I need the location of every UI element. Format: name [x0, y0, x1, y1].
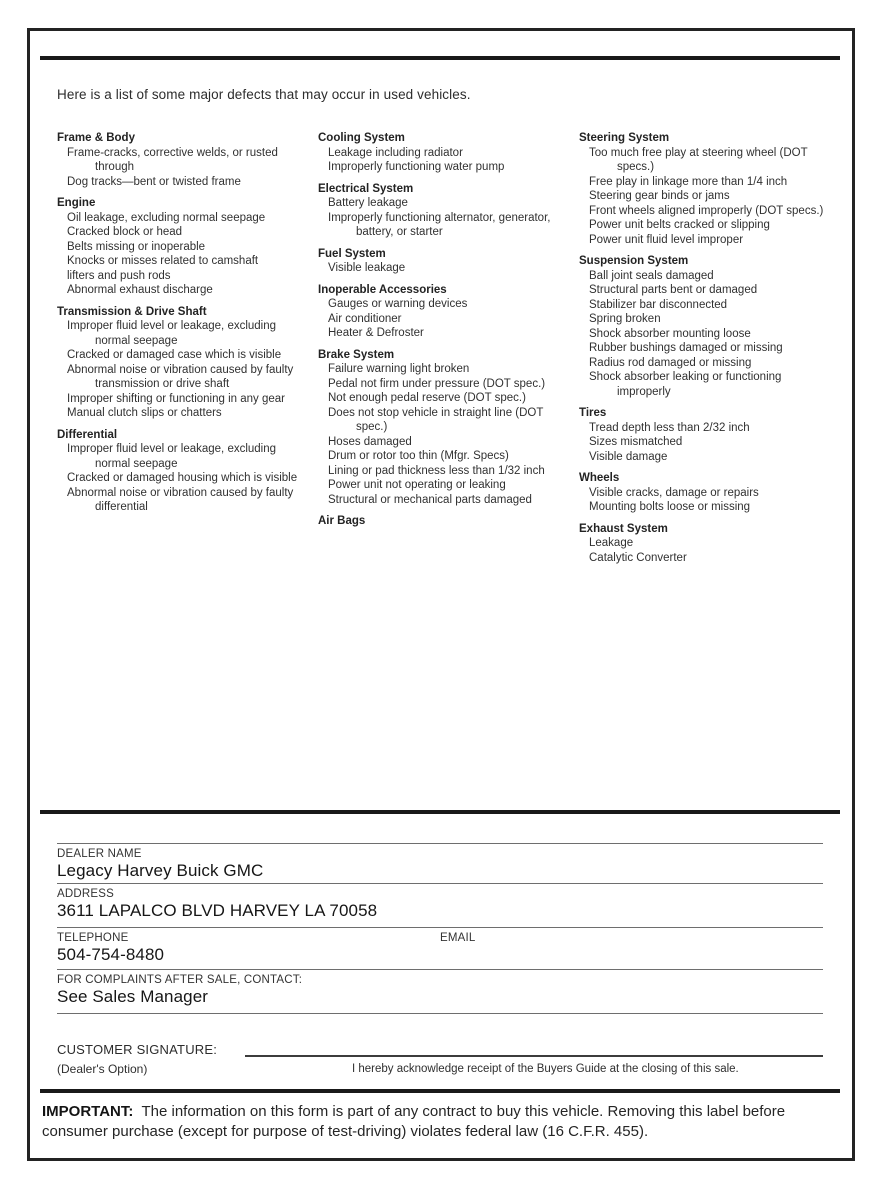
defect-category-heading: Inoperable Accessories	[318, 283, 447, 296]
defect-item: Steering gear binds or jams	[589, 190, 730, 202]
defect-category-heading: Engine	[57, 197, 96, 209]
email-label: EMAIL	[440, 932, 476, 944]
defect-item: Does not stop vehicle in straight line (DOT spec.)	[328, 406, 544, 433]
defect-item: Manual clutch slips or chatters	[67, 407, 222, 419]
top-divider-rule	[40, 56, 840, 60]
defect-item: Visible damage	[589, 450, 668, 463]
defect-item: Leakage including radiator	[328, 146, 463, 159]
defects-column-2	[318, 131, 579, 529]
field-dealer-name	[57, 843, 823, 883]
telephone-value: 504-754-8480	[57, 945, 165, 964]
telephone-label: TELEPHONE	[57, 932, 129, 944]
field-telephone-email	[57, 927, 823, 969]
defect-category-heading: Suspension System	[579, 255, 689, 267]
dealer-name-label: DEALER NAME	[57, 848, 142, 860]
defects-column-1	[57, 131, 318, 515]
defect-category-heading: Wheels	[579, 472, 620, 484]
defect-item: Front wheels aligned improperly (DOT specs.)	[589, 204, 824, 217]
defect-item: Air conditioner	[328, 312, 402, 325]
defect-item: Belts missing or inoperable	[67, 240, 206, 253]
defect-item: Shock absorber leaking or functioning improperly	[589, 371, 782, 398]
defect-item: Improper shifting or functioning in any gear	[67, 392, 285, 405]
defect-item: Tread depth less than 2/32 inch	[589, 421, 750, 434]
defect-category-heading: Steering System	[579, 132, 670, 144]
defect-item: Abnormal exhaust discharge	[67, 284, 213, 296]
intro-text: Here is a list of some major defects that may occur in used vehicles.	[57, 87, 471, 102]
signature-line	[245, 1055, 823, 1057]
defect-item: Cracked block or head	[67, 226, 183, 238]
defect-category-heading: Brake System	[318, 348, 395, 361]
dealers-option-note: (Dealer's Option)	[57, 1062, 148, 1076]
defect-item: Lining or pad thickness less than 1/32 inch	[328, 464, 545, 477]
defect-item: Hoses damaged	[328, 435, 412, 448]
defect-item: Dog tracks—bent or twisted frame	[67, 175, 241, 188]
defect-item: Not enough pedal reserve (DOT spec.)	[328, 392, 526, 404]
defect-item: lifters and push rods	[67, 269, 171, 282]
form-sheet-border	[27, 28, 855, 1161]
defect-item: Improper fluid level or leakage, excluding normal seepage	[67, 320, 277, 347]
defect-category-heading: Electrical System	[318, 182, 414, 195]
defect-item: Sizes mismatched	[589, 436, 683, 448]
field-complaints-contact	[57, 969, 823, 1013]
defect-category-heading: Cooling System	[318, 132, 405, 144]
important-notice	[42, 1102, 836, 1141]
defect-item: Gauges or warning devices	[328, 298, 468, 310]
defect-item: Structural or mechanical parts damaged	[328, 493, 532, 506]
defect-item: Battery leakage	[328, 197, 408, 209]
complaints-contact-label: FOR COMPLAINTS AFTER SALE, CONTACT:	[57, 974, 303, 986]
defect-category-heading: Frame & Body	[57, 132, 135, 144]
complaints-contact-value: See Sales Manager	[57, 987, 209, 1006]
defect-item: Abnormal noise or vibration caused by faulty transmission or drive shaft	[67, 363, 294, 390]
defect-category-heading: Transmission & Drive Shaft	[57, 305, 207, 318]
defect-item: Visible cracks, damage or repairs	[589, 486, 759, 499]
defect-item: Frame-cracks, corrective welds, or rusted through	[67, 146, 278, 173]
dealer-form	[57, 843, 823, 1014]
defect-item: Heater & Defroster	[328, 327, 424, 339]
important-text: The information on this form is part of any contract to buy this vehicle. Removing this label before consumer purchase (except for purpose of test-driving) violates federal law (16 C.F.R. 455).	[42, 1103, 786, 1140]
address-value: 3611 LAPALCO BLVD HARVEY LA 70058	[57, 901, 378, 920]
defect-item: Pedal not firm under pressure (DOT spec.)	[328, 377, 546, 390]
defect-item: Ball joint seals damaged	[589, 269, 714, 282]
defect-item: Rubber bushings damaged or missing	[589, 342, 783, 354]
defect-item: Failure warning light broken	[328, 363, 470, 375]
address-label: ADDRESS	[57, 888, 114, 900]
defect-item: Shock absorber mounting loose	[589, 327, 751, 340]
defect-item: Leakage	[589, 537, 634, 549]
defect-item: Drum or rotor too thin (Mfgr. Specs)	[328, 450, 509, 462]
defect-item: Mounting bolts loose or missing	[589, 501, 751, 513]
customer-signature-label: CUSTOMER SIGNATURE:	[57, 1042, 218, 1057]
defect-item: Free play in linkage more than 1/4 inch	[589, 175, 788, 188]
defect-item: Improper fluid level or leakage, excluding normal seepage	[67, 443, 277, 470]
field-address	[57, 883, 823, 927]
defect-item: Power unit belts cracked or slipping	[589, 219, 770, 231]
defect-item: Spring broken	[589, 313, 661, 325]
defects-column-3	[579, 131, 840, 565]
defect-item: Catalytic Converter	[589, 551, 687, 564]
middle-divider-rule	[40, 810, 840, 814]
important-label: IMPORTANT:	[42, 1103, 134, 1120]
defect-item: Cracked or damaged case which is visible	[67, 349, 282, 361]
defect-item: Cracked or damaged housing which is visible	[67, 472, 298, 484]
defect-item: Abnormal noise or vibration caused by faulty differential	[67, 486, 294, 513]
defect-category-heading: Air Bags	[318, 515, 366, 527]
defect-category-heading: Differential	[57, 428, 118, 441]
defect-item: Improperly functioning alternator, generator, battery, or starter	[328, 211, 551, 238]
defect-category-heading: Fuel System	[318, 247, 386, 260]
signature-section	[57, 1041, 823, 1076]
defect-item: Power unit fluid level improper	[589, 233, 744, 246]
defect-item: Structural parts bent or damaged	[589, 284, 758, 296]
bottom-divider-rule	[40, 1089, 840, 1093]
defect-item: Power unit not operating or leaking	[328, 479, 506, 491]
defect-item: Visible leakage	[328, 262, 406, 274]
defect-category-heading: Tires	[579, 407, 607, 419]
defect-item: Improperly functioning water pump	[328, 161, 505, 173]
dealer-name-value: Legacy Harvey Buick GMC	[57, 861, 264, 880]
defect-item: Stabilizer bar disconnected	[589, 298, 728, 311]
defect-item: Knocks or misses related to camshaft	[67, 255, 259, 267]
acknowledgment-text: I hereby acknowledge receipt of the Buyers Guide at the closing of this sale.	[352, 1063, 739, 1075]
defect-item: Too much free play at steering wheel (DOT specs.)	[589, 146, 808, 173]
defects-columns	[57, 131, 843, 565]
defect-category-heading: Exhaust System	[579, 522, 668, 535]
defect-item: Radius rod damaged or missing	[589, 356, 752, 369]
defect-item: Oil leakage, excluding normal seepage	[67, 211, 266, 224]
